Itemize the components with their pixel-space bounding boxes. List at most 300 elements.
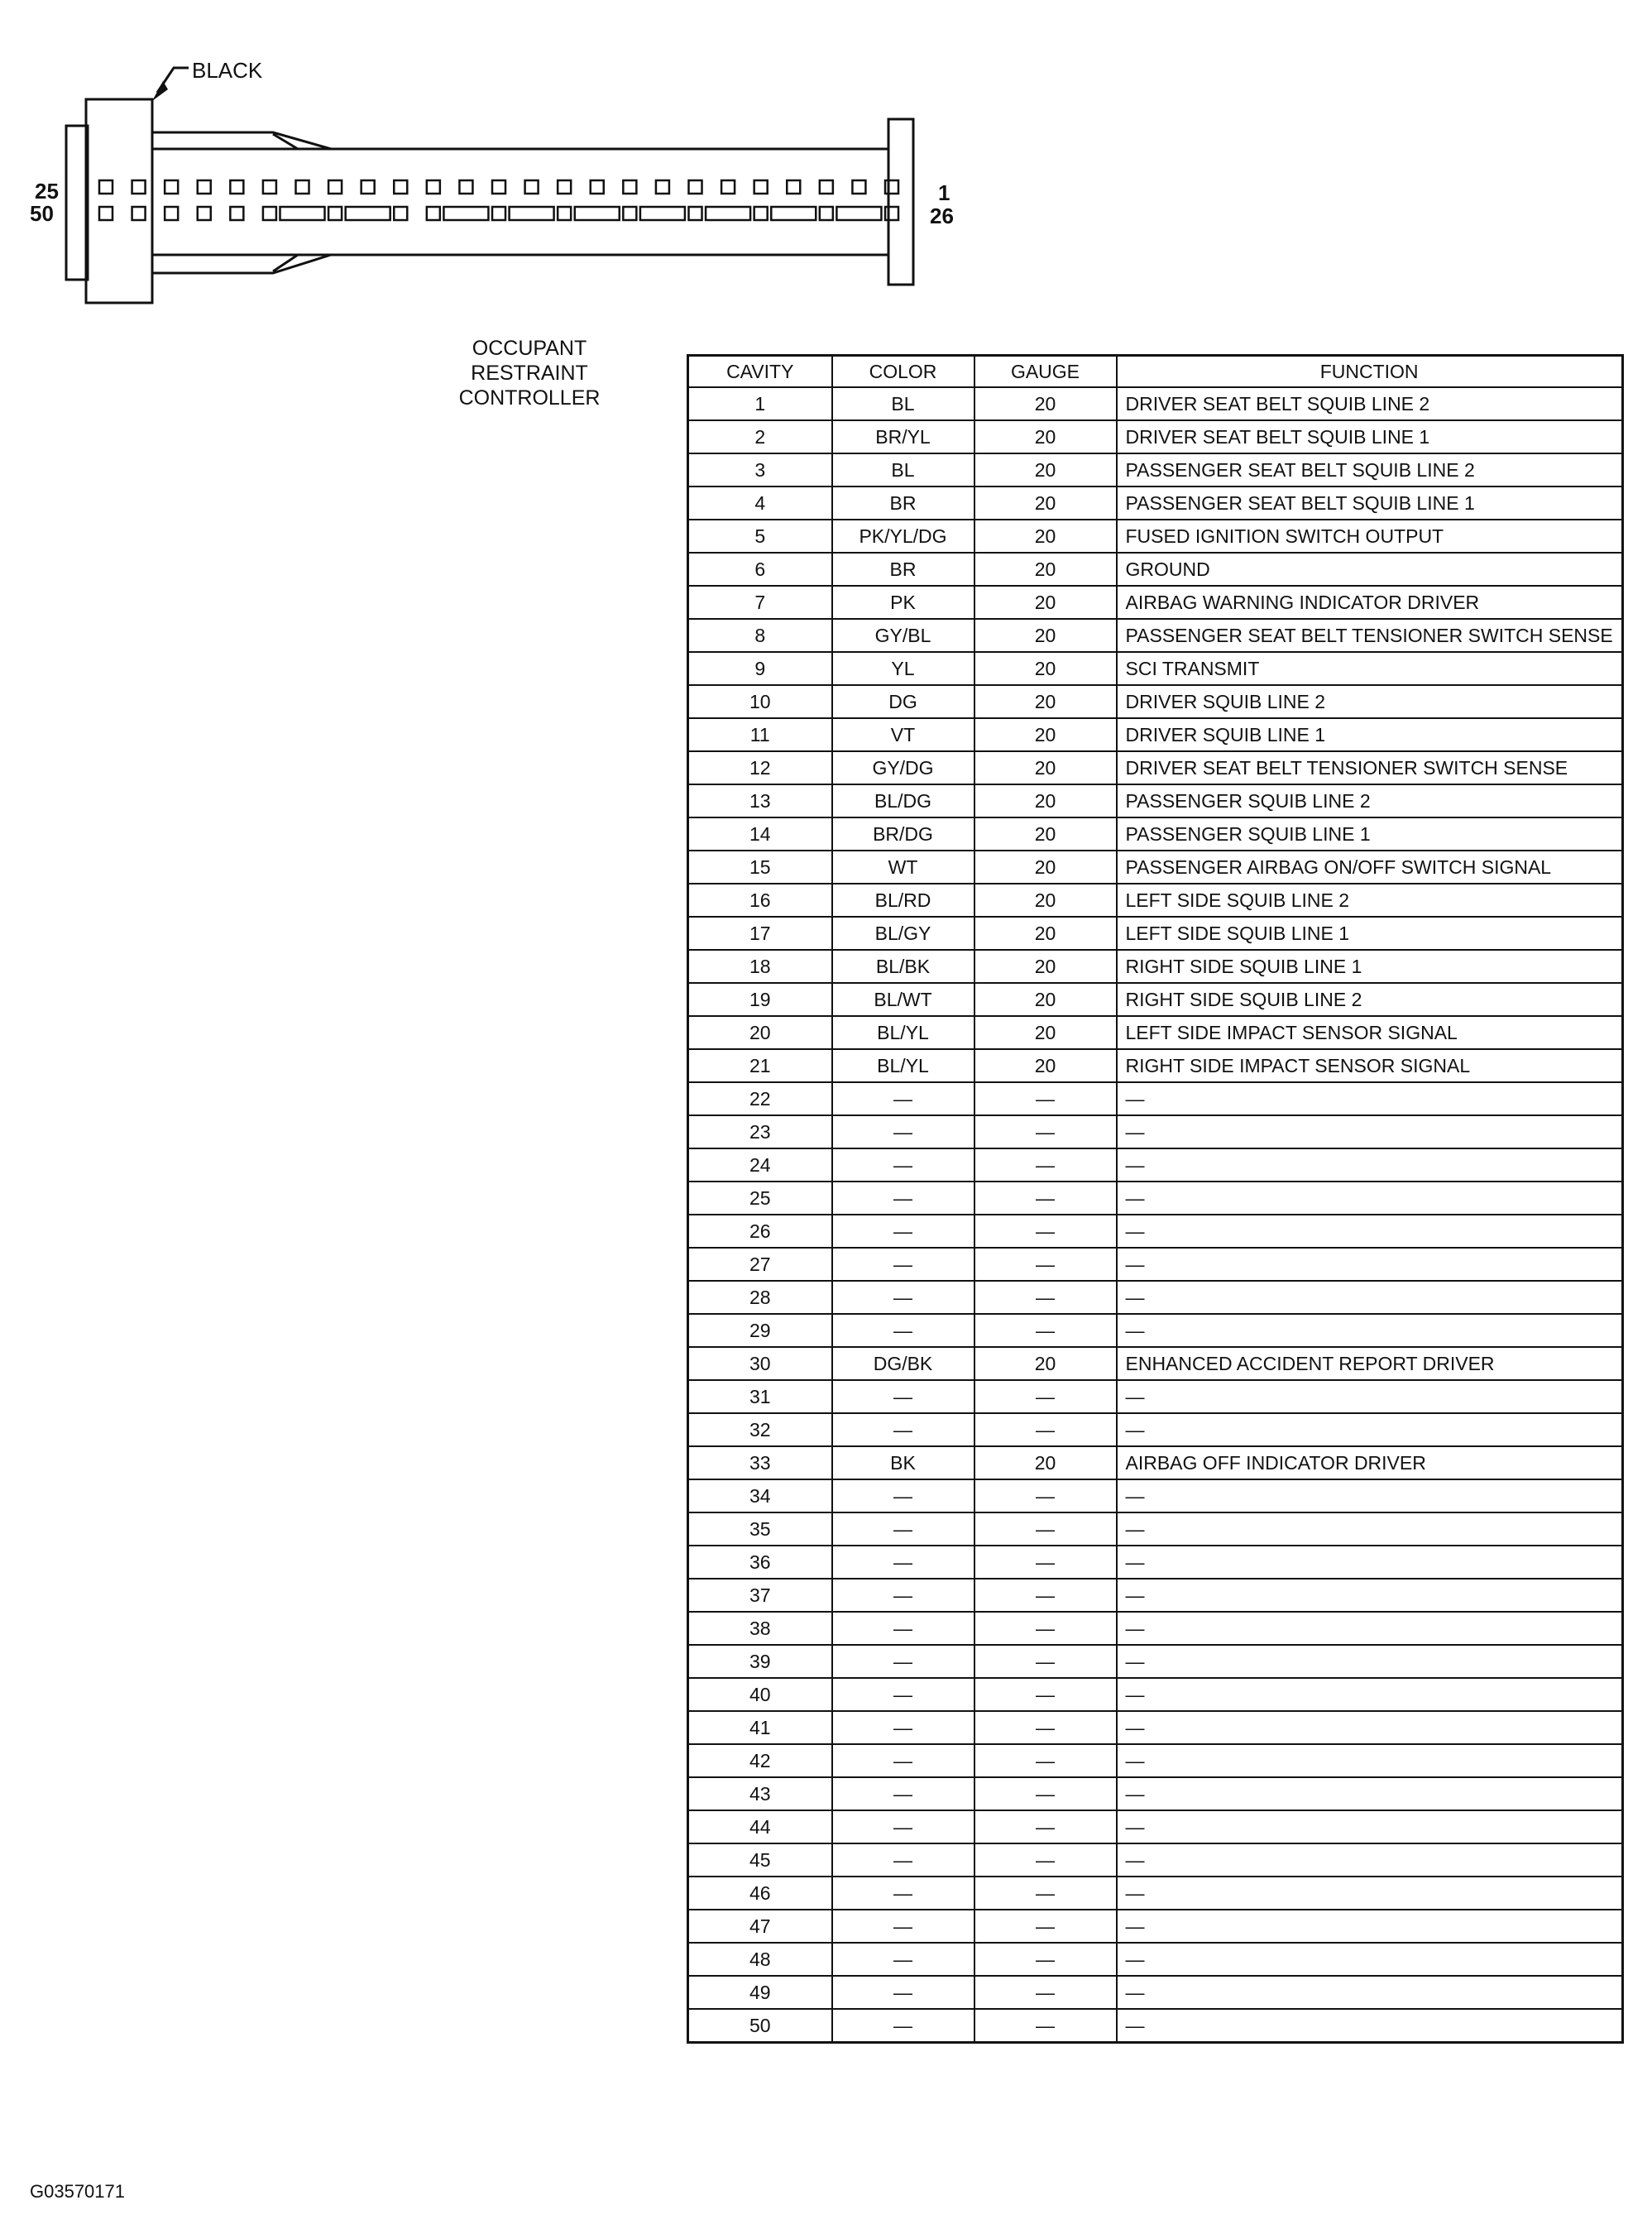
cell-function: — — [1117, 1744, 1623, 1777]
cell-gauge: 20 — [974, 718, 1117, 751]
cell-cavity: 48 — [688, 1943, 832, 1976]
pin-cavity — [820, 207, 833, 220]
cell-function: — — [1117, 1380, 1623, 1413]
table-row — [688, 387, 1623, 420]
cell-cavity: 19 — [688, 983, 832, 1016]
cell-function: — — [1117, 1711, 1623, 1744]
cell-gauge: — — [974, 1215, 1117, 1248]
cell-color: BK — [832, 1446, 974, 1479]
cell-cavity: 27 — [688, 1248, 832, 1281]
figure-id: G03570171 — [30, 2181, 125, 2202]
table-row — [688, 1479, 1623, 1512]
cell-cavity: 50 — [688, 2009, 832, 2043]
cell-gauge: — — [974, 1645, 1117, 1678]
cell-cavity: 4 — [688, 487, 832, 520]
pin-slot — [640, 207, 685, 220]
cell-function: — — [1117, 1645, 1623, 1678]
table-row — [688, 420, 1623, 453]
table-row — [688, 884, 1623, 917]
pin-cavity — [852, 180, 865, 194]
cell-color: — — [832, 1182, 974, 1215]
cell-color: GY/DG — [832, 751, 974, 784]
cell-function: RIGHT SIDE IMPACT SENSOR SIGNAL — [1117, 1049, 1623, 1082]
cell-gauge: — — [974, 1877, 1117, 1910]
table-row — [688, 1744, 1623, 1777]
table-header-row — [688, 356, 1623, 388]
cell-cavity: 29 — [688, 1314, 832, 1347]
pin-slot — [443, 207, 488, 220]
cell-function: — — [1117, 1943, 1623, 1976]
cell-cavity: 9 — [688, 652, 832, 685]
cell-color: BL/RD — [832, 884, 974, 917]
pin-cavity — [492, 207, 505, 220]
cell-cavity: 11 — [688, 718, 832, 751]
pin-cavity — [623, 180, 636, 194]
cell-function: — — [1117, 1248, 1623, 1281]
pin-cavity — [591, 180, 604, 194]
cell-cavity: 5 — [688, 520, 832, 553]
cell-function: PASSENGER SQUIB LINE 1 — [1117, 817, 1623, 851]
cell-gauge: 20 — [974, 685, 1117, 718]
pin-cavity — [656, 180, 669, 194]
table-row — [688, 1877, 1623, 1910]
cell-color: BR — [832, 553, 974, 586]
cell-gauge: 20 — [974, 387, 1117, 420]
cell-function: — — [1117, 1777, 1623, 1810]
cell-function: LEFT SIDE IMPACT SENSOR SIGNAL — [1117, 1016, 1623, 1049]
cell-color: — — [832, 1943, 974, 1976]
cell-gauge: 20 — [974, 420, 1117, 453]
table-row — [688, 950, 1623, 983]
cell-gauge: — — [974, 1148, 1117, 1182]
pin-slot — [346, 207, 390, 220]
pin-slot — [706, 207, 750, 220]
cell-cavity: 24 — [688, 1148, 832, 1182]
pin-cavity — [689, 207, 702, 220]
cell-function: — — [1117, 1314, 1623, 1347]
cell-color: — — [832, 1976, 974, 2009]
component-label-line: OCCUPANT — [472, 337, 587, 360]
cell-color: PK/YL/DG — [832, 520, 974, 553]
cell-color: PK — [832, 586, 974, 619]
pin-cavity — [230, 207, 243, 220]
cell-cavity: 40 — [688, 1678, 832, 1711]
cell-color: — — [832, 1744, 974, 1777]
cell-function: PASSENGER SQUIB LINE 2 — [1117, 784, 1623, 817]
cell-function: DRIVER SQUIB LINE 2 — [1117, 685, 1623, 718]
component-label-line: RESTRAINT — [471, 362, 588, 385]
cell-cavity: 41 — [688, 1711, 832, 1744]
cell-gauge: — — [974, 1380, 1117, 1413]
table-row — [688, 1645, 1623, 1678]
cell-cavity: 28 — [688, 1281, 832, 1314]
cell-gauge: — — [974, 1248, 1117, 1281]
component-label — [405, 336, 654, 410]
cell-gauge: 20 — [974, 983, 1117, 1016]
cell-cavity: 2 — [688, 420, 832, 453]
cell-function: — — [1117, 1910, 1623, 1943]
pin-cavity — [296, 180, 309, 194]
connector-body — [152, 149, 888, 255]
cell-color: — — [832, 1413, 974, 1446]
cell-function: — — [1117, 1612, 1623, 1645]
cell-function: AIRBAG OFF INDICATOR DRIVER — [1117, 1446, 1623, 1479]
cell-cavity: 18 — [688, 950, 832, 983]
cell-color: — — [832, 1248, 974, 1281]
cell-gauge: 20 — [974, 884, 1117, 917]
cell-color: — — [832, 1910, 974, 1943]
cell-color: BL — [832, 453, 974, 487]
table-row — [688, 520, 1623, 553]
cell-gauge: — — [974, 1082, 1117, 1115]
cell-cavity: 30 — [688, 1347, 832, 1380]
cell-cavity: 37 — [688, 1579, 832, 1612]
pin-slot — [280, 207, 325, 220]
cell-color: — — [832, 1115, 974, 1148]
table-row — [688, 1579, 1623, 1612]
cell-gauge: — — [974, 1479, 1117, 1512]
cell-cavity: 25 — [688, 1182, 832, 1215]
cell-function: RIGHT SIDE SQUIB LINE 1 — [1117, 950, 1623, 983]
cell-color: — — [832, 1645, 974, 1678]
cell-color: WT — [832, 851, 974, 884]
pin-cavity — [689, 180, 702, 194]
cell-color: YL — [832, 652, 974, 685]
cell-color: BL/YL — [832, 1016, 974, 1049]
cell-color: BL/YL — [832, 1049, 974, 1082]
cell-cavity: 32 — [688, 1413, 832, 1446]
connector-right-ear — [888, 119, 913, 285]
cell-function: LEFT SIDE SQUIB LINE 2 — [1117, 884, 1623, 917]
cell-color: BL/GY — [832, 917, 974, 950]
cell-cavity: 43 — [688, 1777, 832, 1810]
table-row — [688, 1976, 1623, 2009]
pin-cavity — [394, 180, 407, 194]
cell-function: GROUND — [1117, 553, 1623, 586]
cell-function: DRIVER SEAT BELT TENSIONER SWITCH SENSE — [1117, 751, 1623, 784]
table-row — [688, 1612, 1623, 1645]
cell-cavity: 38 — [688, 1612, 832, 1645]
cell-gauge: 20 — [974, 487, 1117, 520]
cell-cavity: 39 — [688, 1645, 832, 1678]
cell-gauge: 20 — [974, 851, 1117, 884]
cell-function: ENHANCED ACCIDENT REPORT DRIVER — [1117, 1347, 1623, 1380]
table-row — [688, 983, 1623, 1016]
cell-function: FUSED IGNITION SWITCH OUTPUT — [1117, 520, 1623, 553]
table-row — [688, 1248, 1623, 1281]
cell-color: — — [832, 1877, 974, 1910]
pin-cavity — [558, 207, 571, 220]
cell-gauge: 20 — [974, 619, 1117, 652]
table-row — [688, 1082, 1623, 1115]
table-row — [688, 1446, 1623, 1479]
cell-function: PASSENGER SEAT BELT SQUIB LINE 1 — [1117, 487, 1623, 520]
cell-function: — — [1117, 1546, 1623, 1579]
cell-cavity: 16 — [688, 884, 832, 917]
cell-gauge: — — [974, 1546, 1117, 1579]
table-row — [688, 1777, 1623, 1810]
table-row — [688, 1678, 1623, 1711]
cell-color: BR/YL — [832, 420, 974, 453]
pin-cavity — [525, 180, 539, 194]
header-cavity: CAVITY — [688, 356, 832, 388]
pin-label-26: 26 — [930, 204, 954, 228]
cell-gauge: — — [974, 1910, 1117, 1943]
cell-gauge: 20 — [974, 1446, 1117, 1479]
table-row — [688, 652, 1623, 685]
pin-cavity — [885, 207, 898, 220]
pin-cavity — [99, 180, 113, 194]
pin-cavity — [459, 180, 472, 194]
cell-gauge: — — [974, 1810, 1117, 1843]
cell-gauge: — — [974, 2009, 1117, 2043]
pin-slot — [510, 207, 554, 220]
pin-cavity — [754, 180, 768, 194]
cell-color: — — [832, 1843, 974, 1877]
cell-cavity: 31 — [688, 1380, 832, 1413]
table-row — [688, 1215, 1623, 1248]
cell-gauge: 20 — [974, 453, 1117, 487]
cell-cavity: 3 — [688, 453, 832, 487]
cell-cavity: 6 — [688, 553, 832, 586]
connector-left-tab — [66, 126, 88, 280]
table-row — [688, 453, 1623, 487]
cell-color: BL/BK — [832, 950, 974, 983]
header-function: FUNCTION — [1117, 356, 1623, 388]
cell-cavity: 46 — [688, 1877, 832, 1910]
pin-label-25: 25 — [35, 179, 59, 204]
cell-function: RIGHT SIDE SQUIB LINE 2 — [1117, 983, 1623, 1016]
cell-gauge: 20 — [974, 1016, 1117, 1049]
pin-cavity — [165, 180, 178, 194]
cell-color: GY/BL — [832, 619, 974, 652]
cell-gauge: — — [974, 1744, 1117, 1777]
table-row — [688, 2009, 1623, 2043]
cell-color: BL/WT — [832, 983, 974, 1016]
table-row — [688, 851, 1623, 884]
cell-cavity: 35 — [688, 1512, 832, 1546]
table-row — [688, 685, 1623, 718]
pin-cavity — [198, 207, 211, 220]
cell-cavity: 20 — [688, 1016, 832, 1049]
cell-function: — — [1117, 1810, 1623, 1843]
cell-cavity: 7 — [688, 586, 832, 619]
pin-cavity — [362, 180, 375, 194]
pin-label-50: 50 — [30, 201, 54, 226]
table-row — [688, 1413, 1623, 1446]
cell-cavity: 13 — [688, 784, 832, 817]
cell-function: — — [1117, 1082, 1623, 1115]
cell-gauge: 20 — [974, 553, 1117, 586]
cell-color: — — [832, 1148, 974, 1182]
table-row — [688, 1910, 1623, 1943]
cell-function: PASSENGER AIRBAG ON/OFF SWITCH SIGNAL — [1117, 851, 1623, 884]
cell-color: — — [832, 1215, 974, 1248]
table-row — [688, 1546, 1623, 1579]
pin-cavity — [198, 180, 211, 194]
cell-gauge: — — [974, 1612, 1117, 1645]
table-row — [688, 1148, 1623, 1182]
pin-cavity — [558, 180, 571, 194]
cell-cavity: 8 — [688, 619, 832, 652]
cell-function: — — [1117, 1976, 1623, 2009]
table-row — [688, 1711, 1623, 1744]
cell-gauge: — — [974, 1711, 1117, 1744]
table-row — [688, 619, 1623, 652]
cell-gauge: — — [974, 1579, 1117, 1612]
cell-cavity: 15 — [688, 851, 832, 884]
pin-slot — [575, 207, 620, 220]
cell-function: DRIVER SEAT BELT SQUIB LINE 2 — [1117, 387, 1623, 420]
cell-gauge: — — [974, 1115, 1117, 1148]
pin-cavity — [328, 207, 342, 220]
cell-color: BR — [832, 487, 974, 520]
table-row — [688, 1380, 1623, 1413]
cell-color: BR/DG — [832, 817, 974, 851]
cell-color: — — [832, 2009, 974, 2043]
cell-cavity: 12 — [688, 751, 832, 784]
table-row — [688, 917, 1623, 950]
cell-gauge: 20 — [974, 520, 1117, 553]
pin-slot — [836, 207, 881, 220]
cell-color: — — [832, 1777, 974, 1810]
table-row — [688, 751, 1623, 784]
cell-function: — — [1117, 1479, 1623, 1512]
pin-cavity — [754, 207, 768, 220]
cell-function: DRIVER SQUIB LINE 1 — [1117, 718, 1623, 751]
cell-function: PASSENGER SEAT BELT TENSIONER SWITCH SENSE — [1117, 619, 1623, 652]
cell-cavity: 23 — [688, 1115, 832, 1148]
pin-slot — [771, 207, 816, 220]
cell-cavity: 22 — [688, 1082, 832, 1115]
pin-cavity — [263, 180, 276, 194]
cell-gauge: — — [974, 1943, 1117, 1976]
cell-function: — — [1117, 1512, 1623, 1546]
cell-gauge: 20 — [974, 751, 1117, 784]
cell-cavity: 49 — [688, 1976, 832, 2009]
cell-function: — — [1117, 1579, 1623, 1612]
cell-cavity: 10 — [688, 685, 832, 718]
table-row — [688, 487, 1623, 520]
cell-cavity: 42 — [688, 1744, 832, 1777]
cell-color: — — [832, 1678, 974, 1711]
cell-function: — — [1117, 1281, 1623, 1314]
pin-cavity — [230, 180, 243, 194]
pin-cavity — [132, 207, 146, 220]
cell-gauge: 20 — [974, 917, 1117, 950]
table-row — [688, 1314, 1623, 1347]
connector-diagram — [0, 0, 993, 323]
cell-function: — — [1117, 1843, 1623, 1877]
table-row — [688, 1347, 1623, 1380]
table-row — [688, 553, 1623, 586]
pin-cavity — [328, 180, 342, 194]
cell-color: — — [832, 1082, 974, 1115]
cell-function: LEFT SIDE SQUIB LINE 1 — [1117, 917, 1623, 950]
cell-function: PASSENGER SEAT BELT SQUIB LINE 2 — [1117, 453, 1623, 487]
cell-gauge: 20 — [974, 1347, 1117, 1380]
cell-function: — — [1117, 1148, 1623, 1182]
cell-function: SCI TRANSMIT — [1117, 652, 1623, 685]
pin-cavity — [165, 207, 178, 220]
cell-gauge: 20 — [974, 586, 1117, 619]
cell-gauge: 20 — [974, 652, 1117, 685]
cell-gauge: — — [974, 1512, 1117, 1546]
cell-function: DRIVER SEAT BELT SQUIB LINE 1 — [1117, 420, 1623, 453]
cell-cavity: 47 — [688, 1910, 832, 1943]
cell-color: — — [832, 1380, 974, 1413]
cell-gauge: — — [974, 1976, 1117, 2009]
cell-cavity: 17 — [688, 917, 832, 950]
pin-cavity — [787, 180, 800, 194]
cell-cavity: 36 — [688, 1546, 832, 1579]
cell-color: — — [832, 1479, 974, 1512]
pinout-table — [687, 354, 1624, 2044]
table-row — [688, 1115, 1623, 1148]
component-label-line: CONTROLLER — [458, 386, 601, 410]
cell-color: BL — [832, 387, 974, 420]
cell-gauge: 20 — [974, 950, 1117, 983]
pin-cavity — [263, 207, 276, 220]
pin-cavity — [132, 180, 146, 194]
cell-function: — — [1117, 1182, 1623, 1215]
connector-color-label: BLACK — [192, 58, 263, 83]
cell-cavity: 34 — [688, 1479, 832, 1512]
cell-color: — — [832, 1281, 974, 1314]
pin-cavity — [427, 207, 440, 220]
cell-function: — — [1117, 1215, 1623, 1248]
cell-color: — — [832, 1579, 974, 1612]
pin-cavity — [885, 180, 898, 194]
pin-cavity — [721, 180, 735, 194]
cell-gauge: — — [974, 1281, 1117, 1314]
cell-color: — — [832, 1810, 974, 1843]
cell-cavity: 14 — [688, 817, 832, 851]
table-row — [688, 718, 1623, 751]
cell-cavity: 33 — [688, 1446, 832, 1479]
cell-gauge: — — [974, 1843, 1117, 1877]
table-row — [688, 784, 1623, 817]
pin-label-1: 1 — [938, 180, 950, 205]
cell-cavity: 44 — [688, 1810, 832, 1843]
cell-gauge: 20 — [974, 817, 1117, 851]
cell-gauge: — — [974, 1182, 1117, 1215]
cell-color: DG — [832, 685, 974, 718]
cell-function: — — [1117, 1877, 1623, 1910]
pin-cavity — [99, 207, 113, 220]
header-gauge: GAUGE — [974, 356, 1117, 388]
cell-color: — — [832, 1314, 974, 1347]
cell-color: — — [832, 1546, 974, 1579]
table-row — [688, 817, 1623, 851]
pin-cavity — [394, 207, 407, 220]
cell-color: BL/DG — [832, 784, 974, 817]
cell-cavity: 26 — [688, 1215, 832, 1248]
pin-cavity — [492, 180, 505, 194]
pin-cavity — [623, 207, 636, 220]
cell-color: DG/BK — [832, 1347, 974, 1380]
cell-cavity: 21 — [688, 1049, 832, 1082]
cell-cavity: 45 — [688, 1843, 832, 1877]
pin-cavity — [820, 180, 833, 194]
cell-gauge: — — [974, 1678, 1117, 1711]
cell-function: — — [1117, 1678, 1623, 1711]
cell-gauge: — — [974, 1413, 1117, 1446]
cell-color: VT — [832, 718, 974, 751]
table-row — [688, 1843, 1623, 1877]
connector-left-ear — [86, 99, 152, 303]
table-row — [688, 1182, 1623, 1215]
